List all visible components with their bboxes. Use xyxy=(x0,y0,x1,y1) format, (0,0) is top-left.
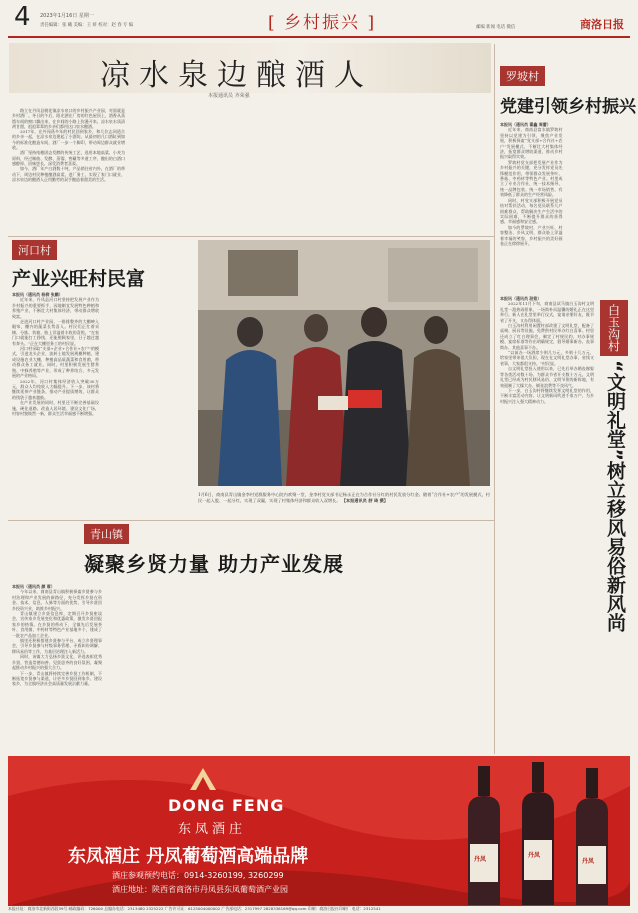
paragraph: 同时，村党支部积极开展党员结对帮扶活动，每名党员联系几户困难群众，帮助解决生产生活中的实际困难，不断提升群众的获得感、幸福感和安全感。 xyxy=(500,197,563,225)
ad-brand-en: DONG FENG xyxy=(168,796,285,815)
side-right-body xyxy=(500,296,594,752)
wine-bottle-icons xyxy=(460,762,626,906)
footer-text: 本报社址：商洛市北新街西段59号 邮政编码：726000 总编办电话：2313480 2325222 广告许可证：6125004000002 广告部电话：2317997 2828336169@qq.com 印刷：商洛日报社印刷厂 电话：2312541 xyxy=(8,906,381,911)
article-mid-body xyxy=(12,292,192,518)
article-top-byline: 本报通讯员 齐荣强 xyxy=(208,93,250,99)
paragraph: 白玉沟村利用闲置村部改建了文明礼堂，配备了桌椅、厨具等设施，免费供村民举办红白喜事。村里还成立了红白理事会，制定了村规民约，对办事规模、宴席标准等作出明确规定，倡导婚事新办、丧事简办、其他喜事不办。 xyxy=(500,323,594,350)
bottle-label: 丹凤 xyxy=(582,858,595,865)
paragraph: 罗坡村党支部把发展产业作为乡村振兴的关键，充分发挥党员先锋模范作用，带领群众发展茶叶、香菇、中药材等特色产业。村里成立了专业合作社，统一技术指导、统一品牌包装、统一市场销售，有效降低了群众的生产经营风险。 xyxy=(500,159,563,198)
village-tag: 青山镇 xyxy=(84,524,129,544)
photo-illustration xyxy=(198,240,490,486)
paragraph: 酒厂坚持纯粮固态发酵的传统工艺，选用本地高粱、小麦为原料，经过制曲、发酵、蒸馏、窖藏等多道工序，酿出的白酒口感醇厚、回味悠长，深受消费者喜爱。 xyxy=(12,150,125,166)
paragraph: 2022年11月下旬，商南县试马镇白玉沟村文明礼堂一派热闹景象，一场简朴而温馨的婚礼正在这里举行。新人在礼堂里举行仪式，宴请亲朋好友，既节省了开支，又办得体面。 xyxy=(500,301,594,323)
paragraph: 今年以来，商南县青山镇积极探索乡贤参与乡村治理和产业发展的新路径，充分发挥乡贤在资金、技术、信息、人脉等方面的优势，引导乡贤回乡投资兴业，助推乡村振兴。 xyxy=(12,589,102,611)
village-tag-text: 白玉沟村 xyxy=(606,304,621,352)
paragraph: 近年来，丹凤县河口村坚持把发展产业作为乡村振兴的重要抓手，因地制宜发展特色种植和养殖产业，不断壮大村集体经济，带动群众增收致富。 xyxy=(12,297,99,319)
paragraph: 路立在丹凤县桃花镇凉水泉口的乡村振兴产业园，对面就是乡村酒厂。冬日的午后，阳光洒在厂房的红色屋顶上，酒香从蒸馏车间的窗口飘出来，在乡间的小路上弥漫开来。凉水泉水质清冽甘甜，祖祖辈辈的乡亲们都用这口泉水酿酒。 xyxy=(12,108,125,129)
bottle-label: 丹凤 xyxy=(528,852,541,859)
article-top-body xyxy=(12,108,488,230)
village-tag: 罗坡村 xyxy=(500,66,545,86)
paragraph: 同时，该镇大力弘扬乡贤文化，评选表彰优秀乡贤，营造崇德向善、见贤思齐的良好氛围，凝聚起推动乡村振兴的强大合力。 xyxy=(12,654,102,671)
paragraph: 下一步，白玉沟村将继续发挥文明礼堂的作用，不断丰富活动内容，让文明新风吹进千家万户，为乡村振兴注入强大精神动力。 xyxy=(500,387,594,404)
dongfeng-logo-icon xyxy=(186,764,220,794)
caption-text: 1月6日，商南县青山镇金李村党群服务中心院内欢聚一堂，金李村党支部书记杨永正在为合作社分红的村民发放分红金。随着“合作社+农户”的发展模式，村民一起入股、一起分红，实现了双赢，实现了村集体经济和群众收入双增长。 xyxy=(198,492,490,503)
paragraph: 在产业发展的同时，村里还不断完善基础设施，硬化道路、改造人居环境、建设文化广场，村容村貌焕然一新，群众生活幸福感不断增强。 xyxy=(12,400,99,416)
byline: 本报讯（通讯员 杨柳 张鹏） xyxy=(12,292,63,297)
paragraph: 自文明礼堂投入使用以来，已先后举办婚丧嫁娶等各类活动数十场，为群众节省开支数十万元。文明礼堂已经成为村民移风易俗、文明节俭的新阵地，有效遏制了大操大办、铺张浪费等不良风气。 xyxy=(500,366,594,388)
paragraph: 走进河口村产业园，一排排整齐的大棚映入眼帘，棚内的蔬菜长势喜人。村民们正忙着采摘、分拣、装箱，脸上洋溢着丰收的喜悦。“在家门口就能打工挣钱，还能照顾家里，日子越过越有奔头。”正在大棚里务工的村民说。 xyxy=(12,319,99,346)
caption-credit: 【本报通讯员 舒 琦 摄】 xyxy=(341,497,388,503)
paper-name-logo: 商洛日报 xyxy=(580,18,624,31)
byline: 本报讯（通讯员 段铭） xyxy=(500,296,542,301)
date-line: 2023年1月16日 星期一 xyxy=(40,13,94,19)
side-top-title: 党建引领乡村振兴 xyxy=(500,97,636,117)
paragraph: 如今的罗坡村，产业兴旺、村容整洁、乡风文明，群众脸上洋溢着幸福的笑容，乡村振兴的美好画卷正在徐徐展开。 xyxy=(500,224,563,246)
section-rule xyxy=(8,236,494,237)
side-top-body xyxy=(500,122,630,290)
ad-address: 酒庄地址：陕西省商洛市丹凤县东凤葡萄酒产业园 xyxy=(112,885,288,894)
news-photo xyxy=(198,240,490,486)
wine-bottles xyxy=(460,762,626,906)
photo-caption xyxy=(198,492,490,518)
byline: 本报讯（通讯员 翟鑫 周蕾） xyxy=(500,122,551,127)
paragraph: 河口村采取“支部+企业+合作社+农户”的模式，引进龙头企业，流转土地发展规模种植，建成设施农业大棚，种植高品质蔬菜和食用菌，带动群众务工就业。同时，村里积极发展生猪养殖、中蜂养殖等产业，形成了种养结合、多元发展的产业格局。 xyxy=(12,346,99,379)
paragraph: 2022年，河口村集体经济收入突破30万元，群众人均纯收入大幅提升。下一步，该村将继续延伸产业链条，推动产业提质增效，让群众的钱袋子越来越鼓。 xyxy=(12,378,99,400)
village-tag-vertical xyxy=(600,300,628,356)
section-rule xyxy=(8,520,494,521)
village-tag: 河口村 xyxy=(12,240,57,260)
editor-line: 责任编辑：张 曦 美编：王 妍 校对：赵 春 专 编 xyxy=(40,23,134,28)
column-divider xyxy=(494,44,495,754)
page-header xyxy=(0,0,638,40)
paragraph: 近年来，商南县富水镇罗坡村坚持以党建为引领，聚焦产业发展，积极探索“党支部+合作社+农户”发展模式，不断壮大村集体经济，拓宽群众增收渠道，推动乡村振兴取得实效。 xyxy=(500,127,563,160)
header-right-small: 邮编 新闻 电话 微信 xyxy=(476,25,516,30)
paragraph: 下一步，青山镇将持续完善乡贤工作机制，不断拓宽乡贤参与渠道，让更多乡贤回到家乡、建设家乡，为全镇经济社会高质量发展贡献力量。 xyxy=(12,670,102,687)
paragraph: 2017年，在外闯荡多年的村民回到家乡，和几位志同道合的乡亲一起，在凉水泉边建起了小酒坊。从最初的几口酒缸到如今的标准化酿造车间，酒厂一步一个脚印，带动周边群众就业增收。 xyxy=(12,129,125,151)
byline: 本报讯（通讯员 颜 蓉） xyxy=(12,584,55,589)
bottle-label: 丹凤 xyxy=(474,856,487,863)
ad-slogan: 东凤酒庄 丹凤葡萄酒高端品牌 xyxy=(68,846,309,867)
article-bottom-body xyxy=(12,584,490,754)
ad-hotline: 酒庄参观预约电话：0914-3260199, 3260299 xyxy=(112,871,284,880)
article-bottom-title: 凝聚乡贤力量 助力产业发展 xyxy=(84,552,344,576)
advertisement[interactable] xyxy=(8,756,630,906)
paragraph: “以前办一场酒席少则几万元，多则十几万元，给家里带来很大负担。现在在文明礼堂办事，省钱又省事，大家都很支持。”村民说。 xyxy=(500,350,594,366)
header-rule xyxy=(8,36,630,38)
paragraph: 如今，酒厂年产白酒数十吨，产品销往省内外。在酒厂的带动下，周边村民种植酿酒高粱，进厂务工，实现了家门口就业，凉水泉边的酿酒人正用勤劳的双手酿造着甜美的生活。 xyxy=(12,166,125,182)
article-mid-title: 产业兴旺村民富 xyxy=(12,268,146,290)
paragraph: 镇里还积极搭建乡贤参与平台，成立乡贤理事会，引导乡贤参与村级事务管理、矛盾纠纷调解、移风易俗等工作，为基层治理注入新活力。 xyxy=(12,638,102,654)
page-number: 4 xyxy=(14,2,31,32)
paragraph: 青山镇建立乡贤信息库，定期召开乡贤座谈会，宣传家乡发展变化和优惠政策，激发乡贤回报家乡的热情。在乡贤的带动下，全镇先后发展茶叶、食用菌、中药材等特色产业基地多个，建成了一批农产品加工企业。 xyxy=(12,611,102,638)
ad-brand-cn: 东凤酒庄 xyxy=(178,822,247,837)
section-title: [ 乡村振兴 ] xyxy=(268,13,377,33)
article-top-title: 凉水泉边酿酒人 xyxy=(100,58,373,93)
side-right-title: “文明礼堂”树立移风易俗新风尚 xyxy=(604,360,626,632)
